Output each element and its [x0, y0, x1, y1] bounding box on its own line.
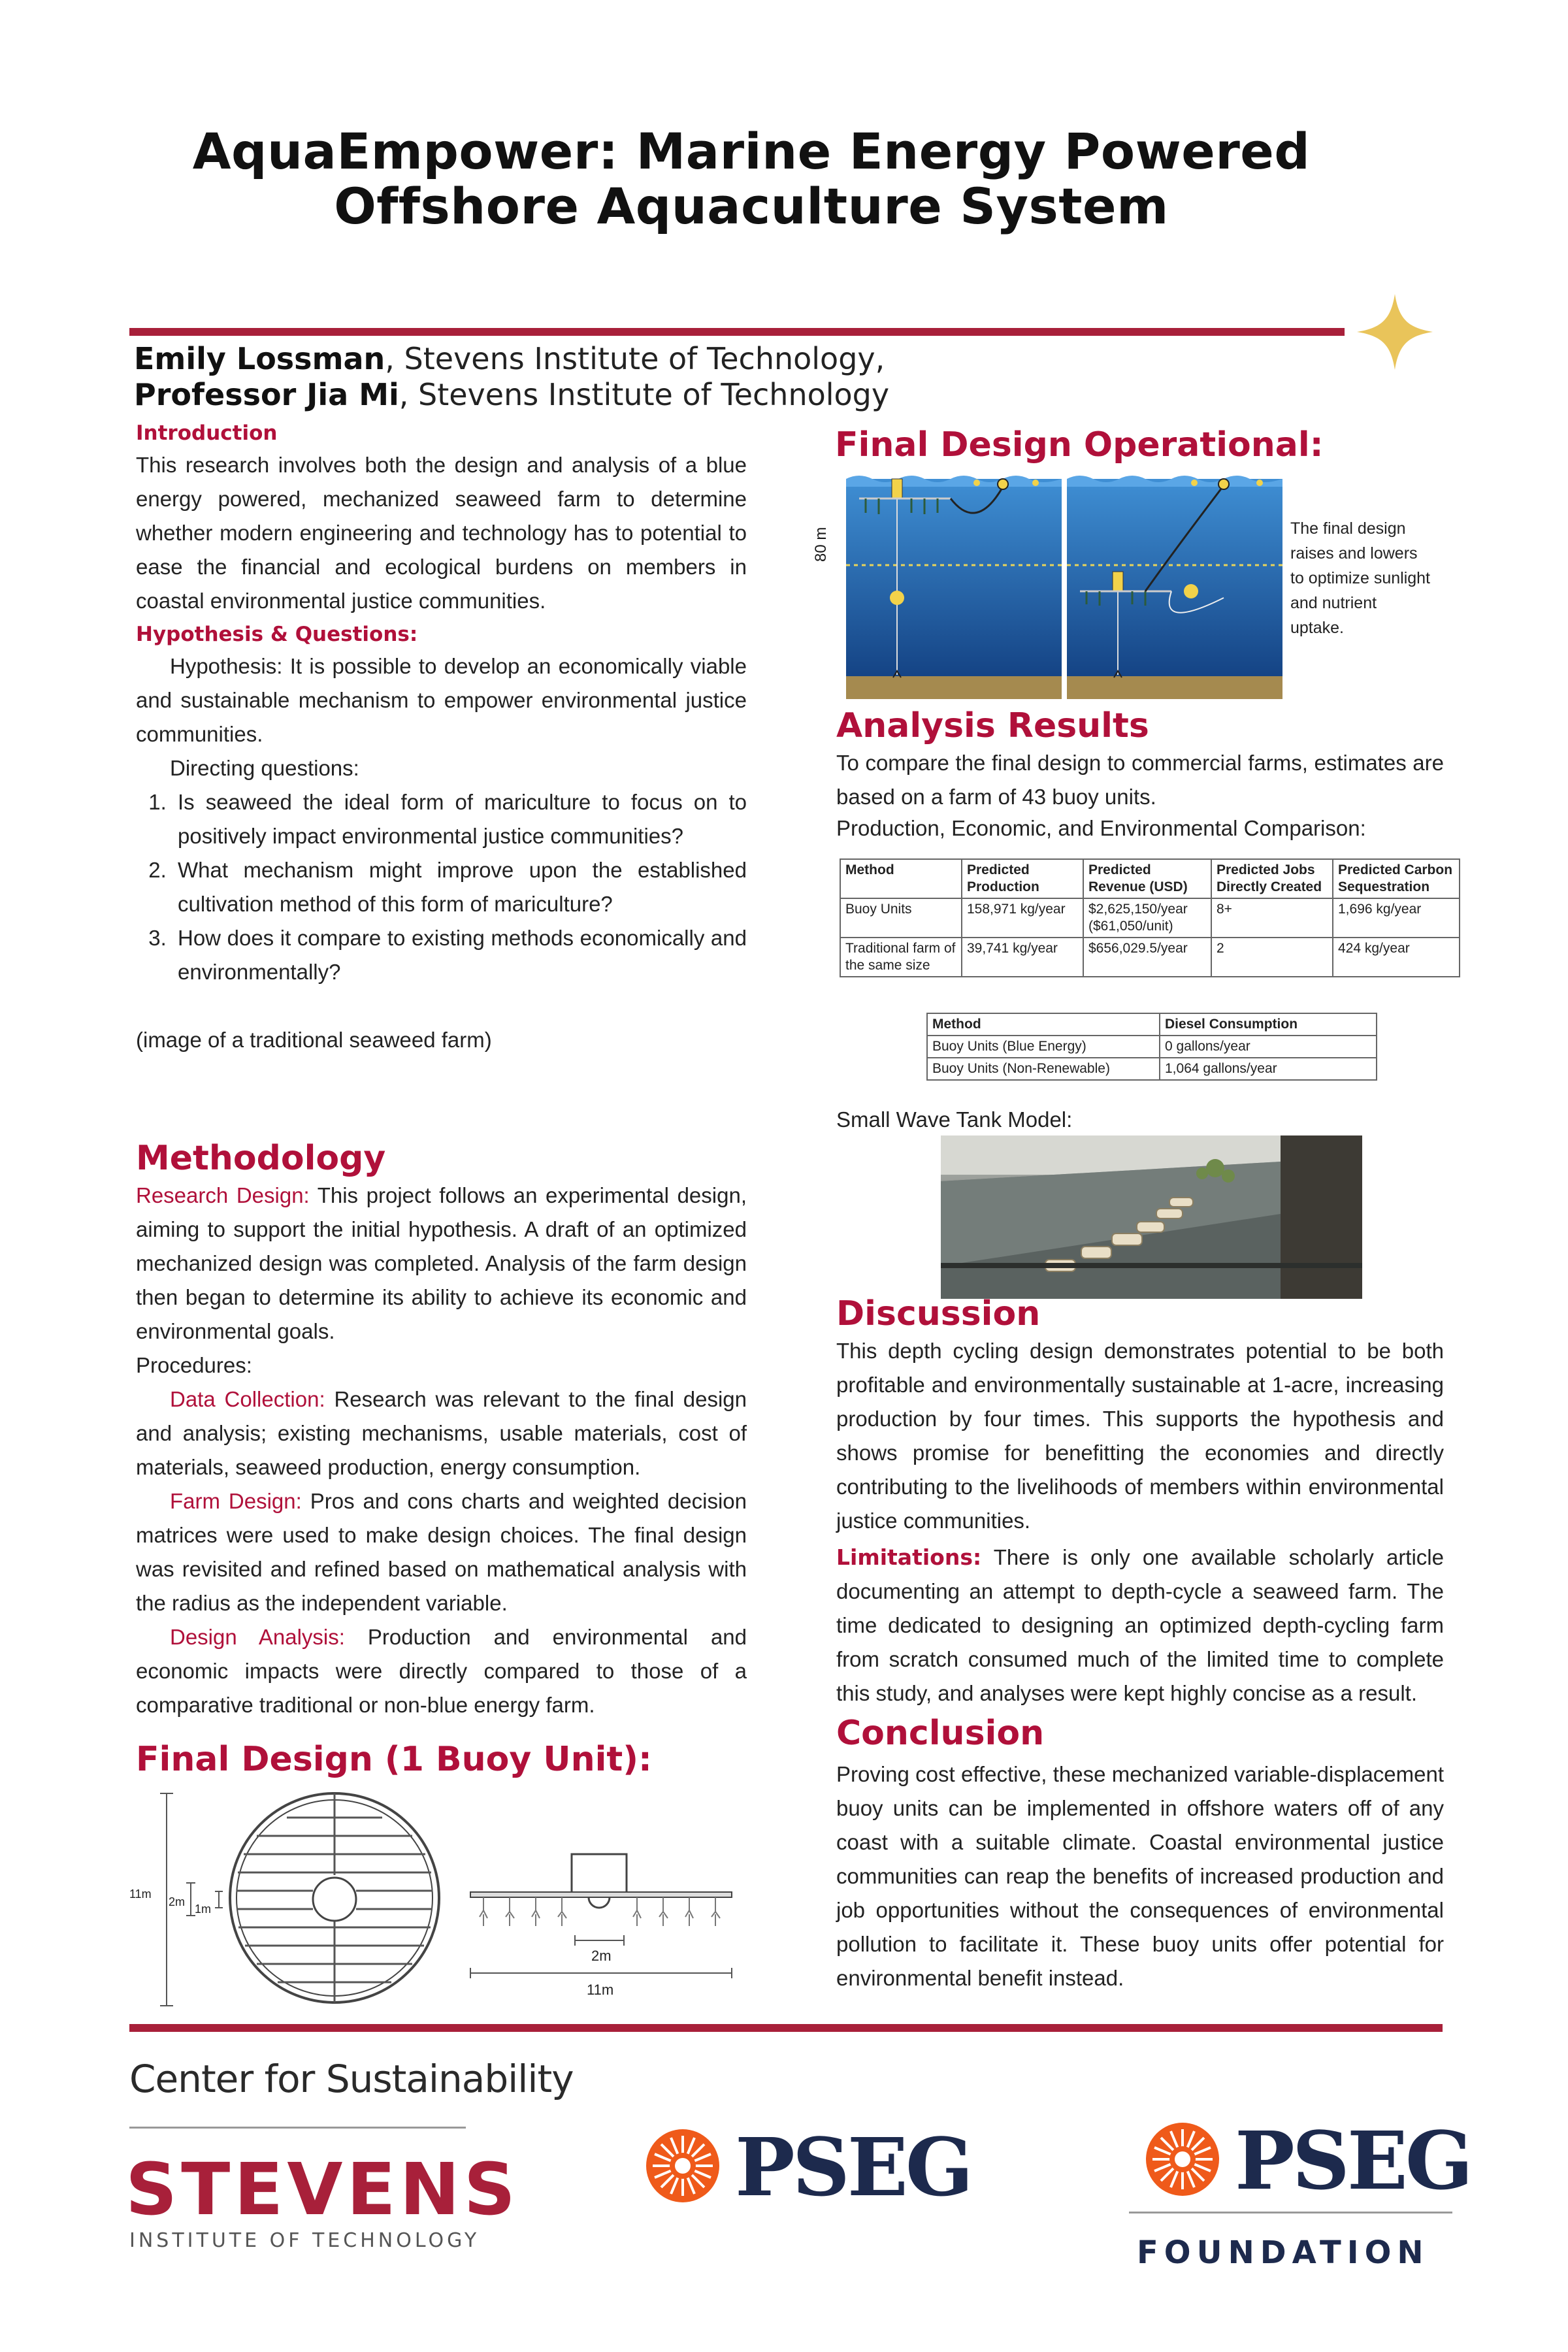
star-icon — [1356, 293, 1434, 371]
discussion-heading: Discussion — [836, 1294, 1041, 1333]
dimension-2m-side: 2m — [591, 1948, 612, 1964]
authors — [134, 341, 889, 413]
dimension-2m: 2m — [169, 1895, 186, 1908]
pseg-foundation-wordmark: PSEG — [1235, 2114, 1471, 2208]
methodology-heading: Methodology — [136, 1139, 386, 1178]
table-cell: Buoy Units (Blue Energy) — [927, 1036, 1160, 1058]
research-design-paragraph — [136, 1179, 747, 1348]
hypothesis-heading: Hypothesis & Questions: — [136, 623, 418, 646]
design-analysis-text: Production and environmental and economic impacts were directly compared to those of a comparative traditional or non-blue energy farm. — [136, 1625, 747, 1717]
poster-title — [131, 124, 1372, 234]
table-cell: 0 gallons/year — [1160, 1036, 1377, 1058]
research-design-text: This project follows an experimental design, aiming to support the initial hypothesis. A draft of an optimized mechanized design was completed. Analysis of the farm design then began to determine its ability to achieve its economic and environmental goals. — [136, 1183, 747, 1343]
author-1-name: Emily Lossman — [134, 341, 385, 376]
farm-design-paragraph — [136, 1484, 747, 1620]
table-header-cell: Method — [840, 859, 962, 898]
pseg-sun-icon — [644, 2127, 722, 2205]
comparison-table — [840, 858, 1460, 977]
table-cell: 424 kg/year — [1333, 938, 1460, 977]
table-cell: 158,971 kg/year — [962, 898, 1083, 938]
author-line-1 — [134, 341, 889, 377]
introduction-text: This research involves both the design and analysis of a blue energy powered, mechanized seaweed farm to determine whether modern engineering and technology has to potential to ease the financial and ecological burdens on members in coastal environmental justice communities. — [136, 453, 747, 613]
title-line-1: AquaEmpower: Marine Energy Powered — [192, 122, 1311, 180]
directing-questions-label: Directing questions: — [170, 756, 359, 780]
depth-label: 80 m — [812, 527, 830, 562]
design-analysis-label: Design Analysis: — [170, 1625, 345, 1649]
stevens-subtitle: INSTITUTE OF TECHNOLOGY — [129, 2229, 480, 2252]
final-design-unit-heading: Final Design (1 Buoy Unit): — [136, 1740, 652, 1779]
operational-diagram-lowered — [1067, 467, 1282, 699]
foundation-divider — [1129, 2212, 1452, 2213]
dimension-1m: 1m — [195, 1903, 212, 1916]
question-list — [136, 785, 747, 989]
table-header-row — [840, 859, 1460, 898]
question-item: 1. Is seaweed the ideal form of mariculture to focus on to positively impact environmental justice communities? — [172, 785, 747, 853]
table-header-cell: Diesel Consumption — [1160, 1013, 1377, 1036]
data-collection-text: Research was relevant to the final design and analysis; existing mechanisms, usable materials, cost of materials, seaweed production, energy consumption. — [136, 1387, 747, 1479]
hypothesis-text: Hypothesis: It is possible to develop an economically viable and sustainable mechanism to empower environmental justice communities. — [136, 654, 747, 746]
stevens-wordmark: STEVENS — [125, 2148, 519, 2231]
conclusion-text: Proving cost effective, these mechanized variable-displacement buoy units can be implemented in offshore waters off of any coast with a suitable climate. Coastal environmental justice communities can reap the benefits of increased production and job opportunities without the consequences of environmental pollution to facilitate it. These buoy units offer potential for environmental benefit instead. — [836, 1762, 1444, 1990]
pseg-foundation-sun-icon — [1143, 2120, 1222, 2198]
table-header-cell: Method — [927, 1013, 1160, 1036]
table-cell: $2,625,150/year ($61,050/unit) — [1083, 898, 1211, 938]
traditional-farm-image-note: (image of a traditional seaweed farm) — [136, 1028, 492, 1052]
footer-divider — [129, 2127, 466, 2129]
wave-tank-photo — [941, 1135, 1362, 1299]
table-header-cell: Predicted Production — [962, 859, 1083, 898]
table-cell: 39,741 kg/year — [962, 938, 1083, 977]
question-item: 2. What mechanism might improve upon the established cultivation method of this form of mariculture? — [172, 853, 747, 921]
research-design-label: Research Design: — [136, 1183, 310, 1207]
data-collection-label: Data Collection: — [170, 1387, 325, 1411]
center-for-sustainability: Center for Sustainability — [129, 2057, 574, 2101]
final-design-operational-heading: Final Design Operational: — [835, 425, 1324, 465]
top-rule — [129, 328, 1345, 336]
design-analysis-paragraph — [136, 1620, 747, 1722]
pseg-wordmark: PSEG — [735, 2120, 972, 2214]
buoy-unit-diagram — [127, 1784, 755, 2019]
wave-tank-label: Small Wave Tank Model: — [836, 1107, 1073, 1132]
discussion-section — [836, 1294, 1444, 1995]
table-row — [840, 938, 1460, 977]
operational-diagram-raised — [846, 467, 1062, 699]
dimension-11m-vertical: 11m — [129, 1887, 152, 1901]
analysis-text: To compare the final design to commercial farms, estimates are based on a farm of 43 buoy units. — [836, 751, 1444, 809]
analysis-section — [836, 706, 1444, 843]
table-cell: Buoy Units (Non-Renewable) — [927, 1058, 1160, 1080]
farm-design-label: Farm Design: — [170, 1489, 302, 1513]
table-row — [927, 1036, 1377, 1058]
table-row — [927, 1058, 1377, 1080]
procedures-label: Procedures: — [136, 1353, 252, 1377]
discussion-text: This depth cycling design demonstrates potential to be both profitable and environmentally sustainable at 1-acre, increasing production by four times. This supports the hypothesis and shows promise for benefitting the economies and directly contributing to the livelihoods of members within environmental justice communities. — [836, 1339, 1444, 1533]
table-cell: 8+ — [1211, 898, 1333, 938]
table-cell: Traditional farm of the same size — [840, 938, 962, 977]
author-1-affiliation: , Stevens Institute of Technology, — [385, 341, 885, 376]
table-header-cell: Predicted Carbon Sequestration — [1333, 859, 1460, 898]
limitations-paragraph — [836, 1541, 1444, 1710]
table-cell: 2 — [1211, 938, 1333, 977]
author-line-2 — [134, 377, 889, 413]
title-line-2: Offshore Aquaculture System — [334, 177, 1169, 235]
table-cell: 1,696 kg/year — [1333, 898, 1460, 938]
data-collection-paragraph — [136, 1382, 747, 1484]
table-cell: 1,064 gallons/year — [1160, 1058, 1377, 1080]
left-column — [136, 418, 747, 1057]
operational-caption: The final design raises and lowers to optimize sunlight and nutrient uptake. — [1290, 519, 1431, 637]
author-2-affiliation: , Stevens Institute of Technology — [399, 377, 890, 412]
table-row — [840, 898, 1460, 938]
table-header-row — [927, 1013, 1377, 1036]
table-header-cell: Predicted Revenue (USD) — [1083, 859, 1211, 898]
introduction-heading: Introduction — [136, 421, 278, 445]
methodology-section — [136, 1138, 747, 1722]
table-cell: Buoy Units — [840, 898, 962, 938]
bottom-rule — [129, 2024, 1443, 2032]
foundation-label: FOUNDATION — [1137, 2234, 1429, 2271]
table-cell: $656,029.5/year — [1083, 938, 1211, 977]
conclusion-heading: Conclusion — [836, 1714, 1045, 1753]
dimension-11m-side: 11m — [587, 1982, 614, 1998]
comparison-table-title: Production, Economic, and Environmental Comparison: — [836, 816, 1366, 840]
table-header-cell: Predicted Jobs Directly Created — [1211, 859, 1333, 898]
analysis-heading: Analysis Results — [836, 706, 1149, 745]
diesel-table — [926, 1013, 1377, 1081]
limitations-label: Limitations: — [836, 1544, 982, 1570]
question-item: 3. How does it compare to existing methods economically and environmentally? — [172, 921, 747, 989]
author-2-name: Professor Jia Mi — [134, 377, 399, 412]
limitations-text: There is only one available scholarly article documenting an attempt to depth-cycle a seaweed farm. The time dedicated to designing an optimized depth-cycling farm from scratch consumed much of the limited time to complete this study, and analyses were kept highly concise as a result. — [836, 1545, 1444, 1705]
farm-design-text: Pros and cons charts and weighted decision matrices were used to make design choices. The final design was revisited and refined based on mathematical analysis with the radius as the independent variable. — [136, 1489, 747, 1615]
